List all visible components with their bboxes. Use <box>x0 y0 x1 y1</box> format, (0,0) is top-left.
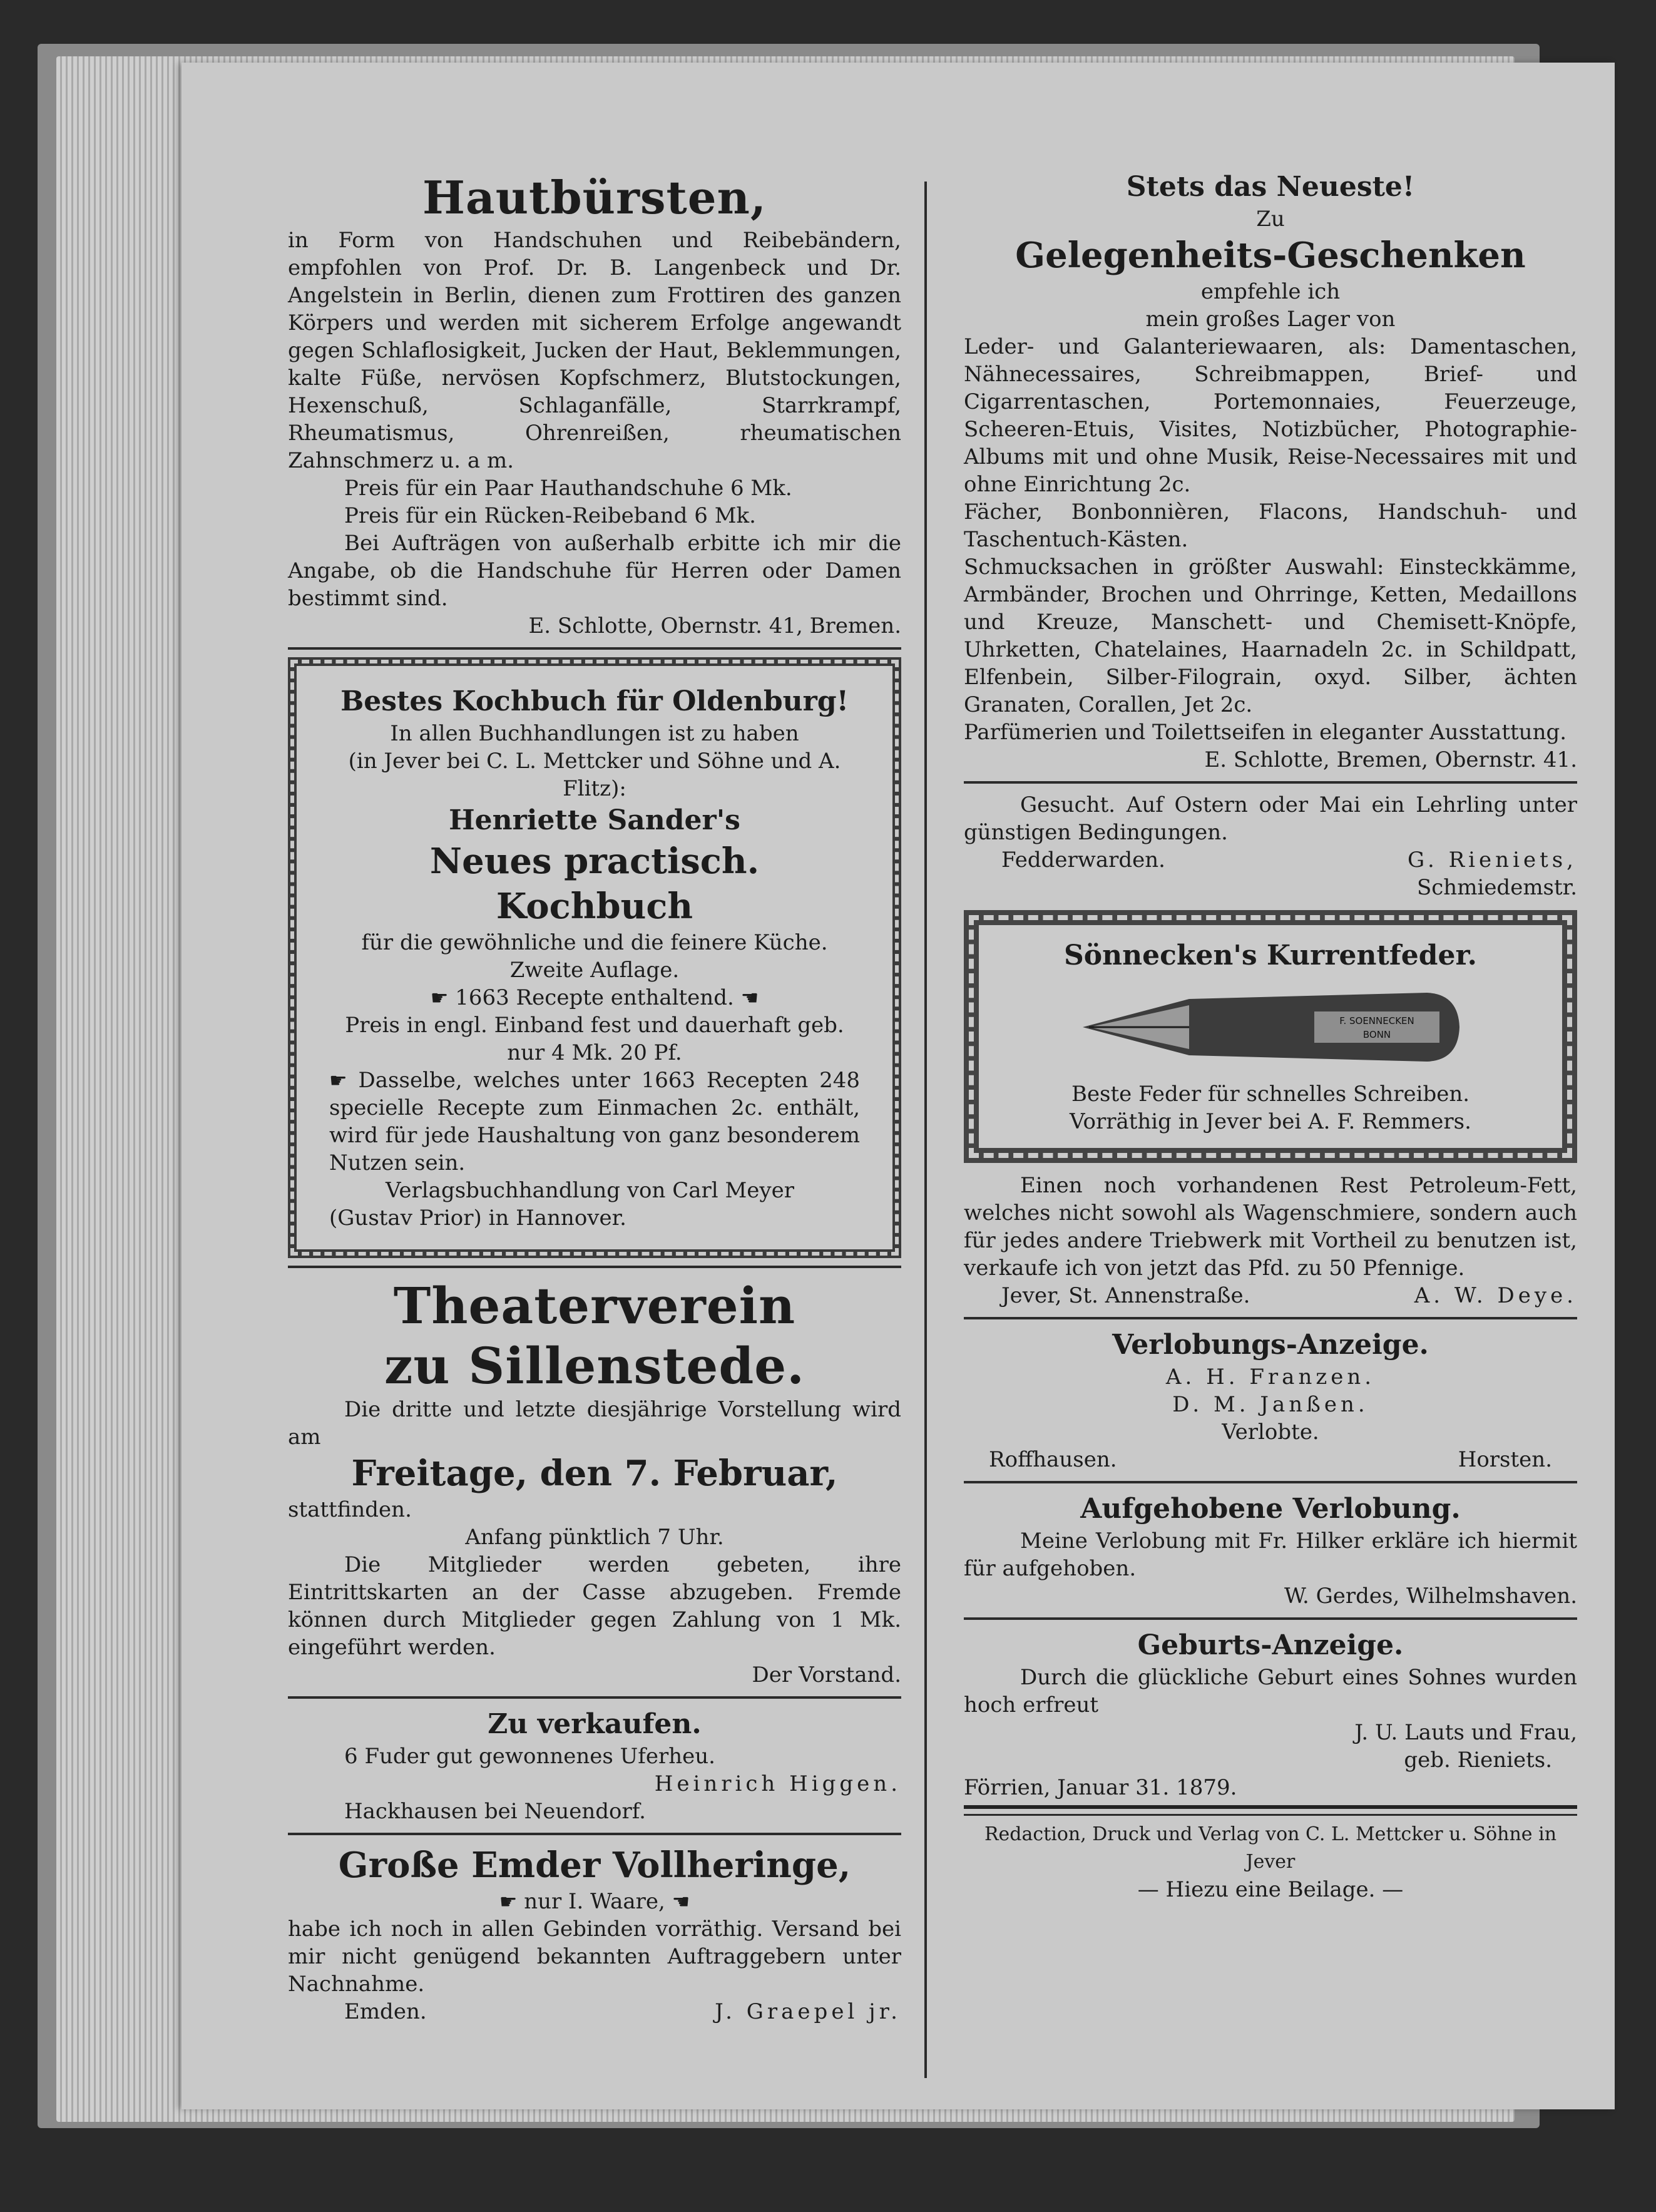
heringe-text: habe ich noch in allen Gebinden vorräthig. Versand bei mir nicht genügend bekannten Auftraggebern unter Nachnahme. <box>288 1917 901 1997</box>
divider <box>964 1814 1577 1816</box>
ad-theater <box>288 1276 901 1689</box>
divider <box>288 1266 901 1268</box>
ad-heringe <box>288 1843 901 2025</box>
gesucht-place: Fedderwarden. <box>1001 847 1165 873</box>
ad-hautbuersten <box>288 169 901 640</box>
variant-text: Dasselbe, welches unter 1663 Recepten 248 specielle Recepte zum Einmachen 2c. enthält, wird für jede Haushaltung von ganz besonderem Nutzen sein. <box>329 1068 860 1175</box>
ad-verlobung <box>964 1327 1577 1473</box>
nib-text: BONN <box>1362 1029 1391 1040</box>
heringe-place: Emden. <box>344 1999 427 2024</box>
petroleum-text: Einen noch vorhandenen Rest Petroleum-Fett, welches nicht sowohl als Wagenschmiere, sondern auch für jedes andere Triebwerk mit Vortheil zu benutzen ist, verkaufe ich von jetzt das Pfd. zu 50 Pfennige. <box>964 1173 1577 1281</box>
imprint <box>964 1821 1577 1903</box>
verlobung-name: D. M. Janßen. <box>1172 1392 1369 1417</box>
price-line: Preis für ein Paar Hauthandschuhe 6 Mk. <box>344 476 792 501</box>
ad-kochbuch <box>288 657 901 1258</box>
geschenke-title: Gelegenheits-Geschenken <box>1015 235 1526 276</box>
heringe-sub-text: nur I. Waare, <box>524 1889 665 1914</box>
theater-start: Anfang pünktlich 7 Uhr. <box>465 1525 724 1550</box>
ad-line: (in Jever bei C. L. Mettcker und Söhne und A. Flitz): <box>348 749 841 801</box>
ad-aufgehoben <box>964 1491 1577 1610</box>
pointing-hand-icon: ☛ <box>499 1890 518 1913</box>
pointing-hand-icon: ☚ <box>672 1890 690 1913</box>
divider <box>964 1317 1577 1319</box>
geschenke-zu: Zu <box>1256 207 1285 232</box>
imprint-beilage: — Hiezu eine Beilage. — <box>1137 1877 1404 1902</box>
gesucht-text: Gesucht. Auf Ostern oder Mai ein Lehrling unter günstigen Bedingungen. <box>964 792 1577 845</box>
geschenke-paragraph: Schmucksachen in größter Auswahl: Einsteckkämme, Armbänder, Brochen und Ohrringe, Ketten, Medaillons und Kreuze, Manschett- und Chemisett-Knöpfe, Uhrketten, Chatelaines, Haarnadeln 2c. in Schildpatt, Elfenbein, Silber-Filograin, oxyd. Silber, ächten Granaten, Corallen, Jet 2c. <box>964 555 1577 717</box>
price-line: Preis für ein Rücken-Reibeband 6 Mk. <box>344 503 756 528</box>
geschenke-signature: E. Schlotte, Bremen, Obernstr. 41. <box>1204 747 1577 772</box>
verlobung-places <box>964 1446 1577 1473</box>
ad-headline: Bestes Kochbuch für Oldenburg! <box>340 685 849 717</box>
ad-signature: E. Schlotte, Obernstr. 41, Bremen. <box>528 613 901 638</box>
divider <box>288 647 901 650</box>
recipes-count: 1663 Recepte enthaltend. <box>455 985 734 1010</box>
theater-date: Freitage, den 7. Februar, <box>351 1453 838 1494</box>
divider <box>964 1805 1577 1809</box>
geschenke-paragraph: Parfümerien und Toilettseifen in eleganter Ausstattung. <box>964 720 1567 745</box>
ad-gesucht <box>964 791 1577 901</box>
book-publisher: Verlagsbuchhandlung von Carl Meyer (Gustav Prior) in Hannover. <box>329 1178 794 1231</box>
feder-line: Vorräthig in Jever bei A. F. Remmers. <box>1070 1109 1471 1134</box>
geschenke-paragraph: Leder- und Galanteriewaaren, als: Damentaschen, Nähnecessaires, Schreibmappen, Brief- und Cigarrentaschen, Portemonnaies, Feuerzeuge, Scheeren-Etuis, Visites, Notizbücher, Photographie-Albums mit und ohne Musik, Reise-Necessaires mit und ohne Einrichtung 2c. <box>964 334 1577 497</box>
theater-text: Die Mitglieder werden gebeten, ihre Eintrittskarten an der Casse abzugeben. Fremde können durch Mitglieder gegen Zahlung von 1 Mk. eingeführt werden. <box>288 1552 901 1660</box>
verlobung-title: Verlobungs-Anzeige. <box>1112 1329 1429 1361</box>
book-author: Henriette Sander's <box>449 804 740 836</box>
verlobung-name: A. H. Franzen. <box>1165 1365 1376 1390</box>
heringe-signature-row <box>288 1998 901 2025</box>
divider <box>288 1696 901 1699</box>
geburt-names: J. U. Lauts und Frau, <box>1354 1720 1577 1745</box>
verkaufen-name: Heinrich Higgen. <box>654 1771 901 1796</box>
heringe-title: Große Emder Vollheringe, <box>338 1845 851 1886</box>
theater-subtitle: zu Sillenstede. <box>384 1336 805 1395</box>
book-title: Neues practisch. Kochbuch <box>429 841 760 927</box>
verlobung-place: Horsten. <box>1458 1447 1552 1472</box>
aufgehoben-title: Aufgehobene Verlobung. <box>1080 1493 1461 1525</box>
ad-verkaufen <box>288 1706 901 1825</box>
geschenke-line: mein großes Lager von <box>1145 307 1396 332</box>
geburt-title: Geburts-Anzeige. <box>1137 1629 1404 1661</box>
ad-line: In allen Buchhandlungen ist zu haben <box>390 721 799 746</box>
right-column <box>964 169 1577 1903</box>
geschenke-head: Stets das Neueste! <box>1126 171 1415 203</box>
ad-note: Bei Aufträgen von außerhalb erbitte ich mir die Angabe, ob die Handschuhe für Herren oder Damen bestimmt sind. <box>288 531 901 611</box>
left-column <box>288 169 901 2025</box>
pointing-hand-icon: ☛ <box>430 986 449 1010</box>
petroleum-signature-row <box>964 1282 1577 1309</box>
geschenke-paragraph: Fächer, Bonbonnièren, Flacons, Handschuh- und Taschentuch-Kästen. <box>964 499 1577 552</box>
ad-geburt <box>964 1627 1577 1801</box>
theater-intro: Die dritte und letzte diesjährige Vorstellung wird am <box>288 1397 901 1450</box>
theater-stattfinden: stattfinden. <box>288 1497 412 1522</box>
book-recipes <box>329 984 860 1011</box>
pen-nib-icon <box>1076 980 1464 1074</box>
book-variant <box>329 1067 860 1177</box>
gesucht-name2: Schmiedemstr. <box>1416 875 1577 900</box>
ad-petroleum <box>964 1172 1577 1309</box>
verkaufen-place: Hackhausen bei Neuendorf. <box>344 1799 646 1824</box>
ad-feder <box>964 910 1577 1163</box>
geburt-date: Förrien, Januar 31. 1879. <box>964 1775 1237 1800</box>
book-price: Preis in engl. Einband fest und dauerhaft geb. nur 4 Mk. 20 Pf. <box>345 1013 844 1065</box>
heringe-sub <box>288 1888 901 1915</box>
divider <box>964 781 1577 784</box>
petroleum-place: Jever, St. Annenstraße. <box>1001 1283 1250 1308</box>
feder-title: Sönnecken's Kurrentfeder. <box>1064 940 1477 971</box>
ad-title: Hautbürsten, <box>422 171 767 224</box>
geschenke-line: empfehle ich <box>1200 279 1341 304</box>
aufgehoben-text: Meine Verlobung mit Fr. Hilker erkläre ich hiermit für aufgehoben. <box>964 1528 1577 1581</box>
heringe-name: J. Graepel jr. <box>715 1999 901 2024</box>
pointing-hand-icon: ☚ <box>740 986 759 1010</box>
nib-text: F. SOENNECKEN <box>1339 1015 1414 1027</box>
pointing-hand-icon: ☛ <box>329 1068 347 1092</box>
verkaufen-title: Zu verkaufen. <box>488 1708 702 1740</box>
gesucht-signature-row <box>964 846 1577 874</box>
divider <box>964 1481 1577 1483</box>
book-edition: Zweite Auflage. <box>509 958 680 983</box>
geburt-nee: geb. Rieniets. <box>1404 1748 1552 1773</box>
divider <box>964 1617 1577 1620</box>
ad-geschenke <box>964 169 1577 774</box>
verlobung-place: Roffhausen. <box>989 1447 1117 1472</box>
column-rule <box>924 182 927 2078</box>
verlobung-verlobte: Verlobte. <box>1222 1420 1319 1445</box>
theater-title: Theaterverein <box>393 1276 796 1335</box>
imprint-line: Redaction, Druck und Verlag von C. L. Mettcker u. Söhne in Jever <box>984 1823 1557 1873</box>
aufgehoben-signature: W. Gerdes, Wilhelmshaven. <box>1284 1584 1577 1609</box>
theater-signature: Der Vorstand. <box>752 1662 901 1687</box>
petroleum-name: A. W. Deye. <box>1414 1283 1577 1308</box>
gesucht-name: G. Rieniets, <box>1408 847 1577 873</box>
ad-text: in Form von Handschuhen und Reibebändern, empfohlen von Prof. Dr. B. Langenbeck und Dr. Angelstein in Berlin, dienen zum Frottiren des ganzen Körpers und werden mit sicherem Erfolge angewandt gegen Schlaflosigkeit, Jucken der Haut, Beklemmungen, kalte Füße, nervösen Kopfschmerz, Blutstockungen, Hexenschuß, Schlaganfälle, Starrkrampf, Rheumatismus, Ohrenreißen, rheumatischen Zahnschmerz u. a m. <box>288 228 901 473</box>
newspaper-page <box>181 63 1615 2109</box>
geburt-text: Durch die glückliche Geburt eines Sohnes wurden hoch erfreut <box>964 1665 1577 1718</box>
divider <box>288 1833 901 1835</box>
verkaufen-text: 6 Fuder gut gewonnenes Uferheu. <box>344 1744 715 1769</box>
feder-line: Beste Feder für schnelles Schreiben. <box>1071 1082 1470 1107</box>
book-subtitle: für die gewöhnliche und die feinere Küche. <box>361 930 828 955</box>
